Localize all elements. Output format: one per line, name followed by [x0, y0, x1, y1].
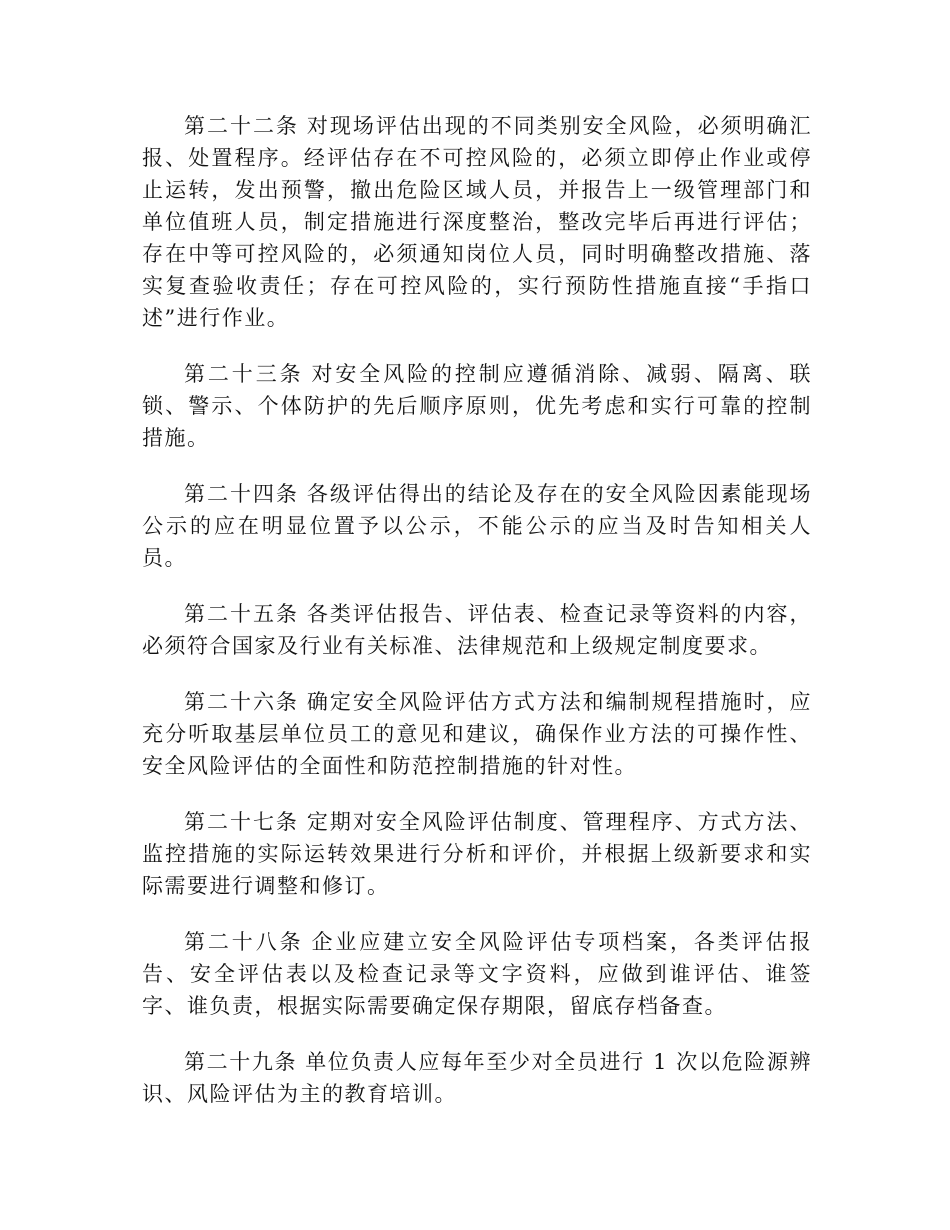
article-text: 对现场评估出现的不同类别安全风险，必须明确汇报、处置程序。经评估存在不可控风险的，必须立即停止作业或停止运转，发出预警，撤出危险区域人员，并报告上一级管理部门和单位值班人员，制定措施进行深度整治，整改完毕后再进行评估；存在中等可控风险的，必须通知岗位人员，同时明确整改措施、落实复查验收责任；存在可控风险的，实行预防性措施直接“手指口述”进行作业。	[142, 114, 813, 330]
article-text: 确定安全风险评估方式方法和编制规程措施时，应充分听取基层单位员工的意见和建议，确保作业方法的可操作性、安全风险评估的全面性和防范控制措施的针对性。	[142, 690, 813, 778]
article-23	[142, 358, 812, 454]
article-text: 单位负责人应每年至少对全员进行 1 次以危险源辨识、风险评估为主的教育培训。	[142, 1050, 812, 1106]
article-28	[142, 926, 812, 1022]
article-26	[142, 686, 812, 782]
article-text: 各类评估报告、评估表、检查记录等资料的内容，必须符合国家及行业有关标准、法律规范和上级规定制度要求。	[142, 602, 813, 658]
article-number: 第二十二条	[184, 114, 299, 138]
article-number: 第二十三条	[184, 362, 304, 386]
article-number: 第二十七条	[184, 810, 299, 834]
article-29	[142, 1046, 812, 1110]
article-text: 各级评估得出的结论及存在的安全风险因素能现场公示的应在明显位置予以公示，不能公示的应当及时告知相关人员。	[142, 482, 813, 570]
article-text: 对安全风险的控制应遵循消除、减弱、隔离、联锁、警示、个体防护的先后顺序原则，优先考虑和实行可靠的控制措施。	[142, 362, 812, 450]
article-27	[142, 806, 812, 902]
article-text: 定期对安全风险评估制度、管理程序、方式方法、监控措施的实际运转效果进行分析和评价，并根据上级新要求和实际需要进行调整和修订。	[142, 810, 813, 898]
article-22	[142, 110, 812, 334]
article-text: 企业应建立安全风险评估专项档案，各类评估报告、安全评估表以及检查记录等文字资料，应做到谁评估、谁签字、谁负责，根据实际需要确定保存期限，留底存档备查。	[142, 930, 812, 1018]
article-number: 第二十五条	[184, 602, 299, 626]
article-number: 第二十四条	[184, 482, 299, 506]
article-24	[142, 478, 812, 574]
article-number: 第二十八条	[184, 930, 304, 954]
article-number: 第二十九条	[184, 1050, 298, 1074]
article-25	[142, 598, 812, 662]
article-number: 第二十六条	[184, 690, 299, 714]
document-body	[142, 110, 812, 1134]
